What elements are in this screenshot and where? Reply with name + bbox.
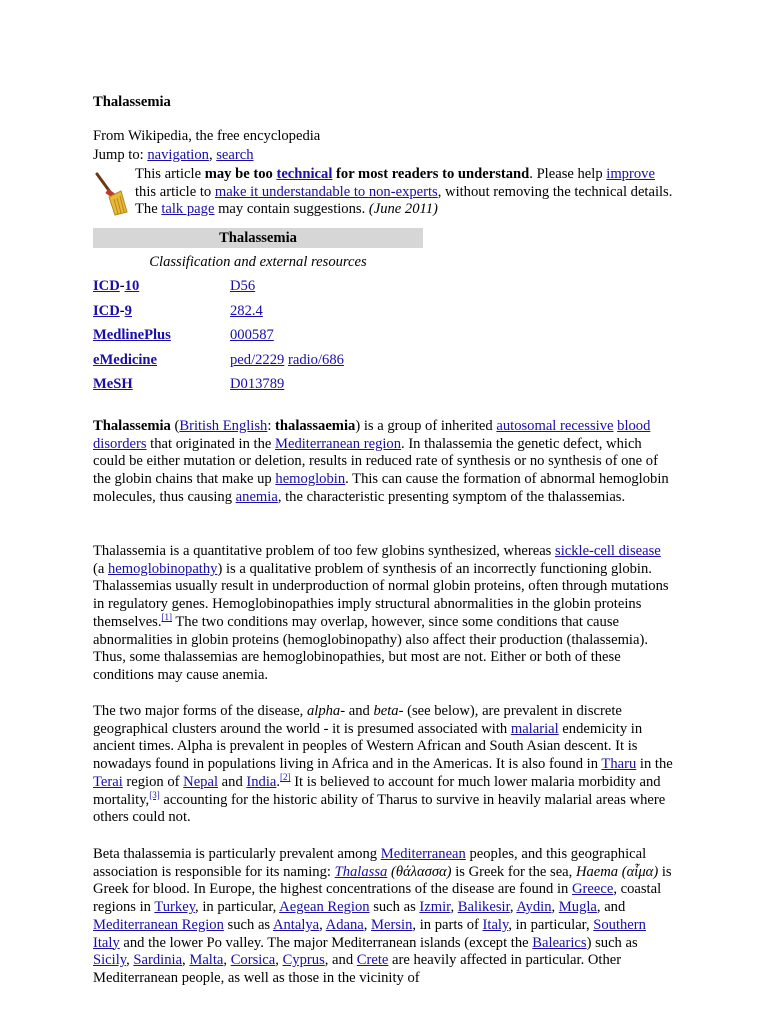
- aydin-link[interactable]: Aydin: [516, 899, 552, 916]
- izmir-link[interactable]: Izmir: [419, 899, 451, 916]
- paragraph-beta: Beta thalassemia is particularly prevalent among Mediterranean peoples, and this geographical association is responsible for its naming: Thalassa (θάλασσα) is Greek for the sea, Haema (αἷμα) is Greek for blood. In Europe, the highest concentrations of the disease are found in Greece, coastal regions in Turkey, in particular, Aegean Region such as Izmir, Balikesir, Aydin, Mugla, and Mediterranean Region such as Antalya, Adana, Mersin, in parts of Italy, in particular, Southern Italy and the lower Po valley. The major Mediterranean islands (except the Balearics) such as Sicily, Sardinia, Malta, Corsica, Cyprus, and Crete are heavily affected in particular. Other Mediterranean people, as well as those in the vicinity of: [93, 846, 672, 986]
- paragraph-quantitative: Thalassemia is a quantitative problem of too few globins synthesized, whereas sickle-cell disease (a hemoglobinopathy) is a qualitative problem of synthesis of an incorrectly functioning globin. Thalassemias usually result in underproduction of normal globin proteins, often through mutations in regulatory genes. Hemoglobinopathies imply structural abnormalities in the globin proteins themselves.[1] The two conditions may overlap, however, since some conditions that cause abnormalities in globin proteins (hemoglobinopathy) also affect their production (thalassemia). Thus, some thalassemias are hemoglobinopathies, but most are not. Either or both of these conditions may cause anemia.: [93, 543, 669, 683]
- notice-text: may contain suggestions.: [214, 201, 369, 218]
- icd-link[interactable]: ICD: [93, 278, 120, 294]
- sicily-link[interactable]: Sicily: [93, 952, 127, 969]
- notice-date: (June 2011): [368, 201, 438, 218]
- icd-link[interactable]: ICD: [93, 302, 120, 319]
- british-english-link[interactable]: British English: [179, 418, 268, 434]
- notice-text: this article to: [135, 183, 215, 200]
- jump-separator: ,: [208, 147, 217, 163]
- notice-text: This article: [135, 166, 205, 182]
- medlineplus-value: [230, 327, 274, 345]
- corsica-link[interactable]: Corsica: [230, 952, 276, 969]
- citation-3-link[interactable]: [3]: [149, 789, 160, 800]
- notice-text: , without removing the technical details. The: [135, 183, 673, 218]
- d56-link[interactable]: D56: [230, 278, 256, 294]
- hemoglobin-link[interactable]: hemoglobin: [275, 471, 346, 488]
- malta-link[interactable]: Malta: [189, 952, 224, 969]
- icd9-link[interactable]: 9: [124, 302, 132, 319]
- icd10-link[interactable]: 10: [124, 278, 140, 294]
- emedicine-value: [230, 352, 344, 370]
- from-line: From Wikipedia, the free encyclopedia: [93, 128, 321, 144]
- mediterranean-link[interactable]: Mediterranean: [380, 846, 466, 862]
- antalya-link[interactable]: Antalya: [272, 916, 320, 933]
- talk-page-link[interactable]: talk page: [161, 201, 215, 218]
- hemoglobinopathy-link[interactable]: hemoglobinopathy: [108, 560, 218, 577]
- blood-disorders-link[interactable]: blood disorders: [93, 418, 651, 452]
- citation-1-link[interactable]: [1]: [161, 611, 172, 622]
- infobox-row-icd10: [93, 274, 423, 299]
- emedicine-key: [93, 352, 157, 370]
- broom-icon: [91, 170, 129, 216]
- turkey-link[interactable]: Turkey: [154, 899, 196, 916]
- nepal-link[interactable]: Nepal: [183, 773, 219, 790]
- thalassa-link[interactable]: Thalassa: [334, 863, 388, 880]
- mesh-value: [230, 376, 284, 394]
- emedicine-ped-link[interactable]: ped/2229: [230, 351, 285, 368]
- paragraph-intro: Thalassemia (British English: thalassaemia) is a group of inherited autosomal recessive blood disorders that originated in the Mediterranean region. In thalassemia the genetic defect, which could be either mutation or deletion, results in reduced rate of synthesis or no synthesis of one of the globin chains that make up hemoglobin. This can cause the formation of abnormal hemoglobin molecules, thus causing anemia, the characteristic presenting symptom of the thalassemias.: [93, 418, 669, 505]
- page-title: Thalassemia: [93, 94, 171, 110]
- infobox-header: Thalassemia: [93, 228, 423, 248]
- tharu-link[interactable]: Tharu: [601, 756, 637, 773]
- emedicine-radio-link[interactable]: radio/686: [287, 351, 344, 368]
- infobox-row-icd9: [93, 299, 423, 324]
- medlineplus-code-link[interactable]: 000587: [230, 327, 274, 343]
- italy-link[interactable]: Italy: [482, 916, 509, 933]
- mesh-link[interactable]: MeSH: [93, 376, 133, 392]
- adana-link[interactable]: Adana: [325, 916, 364, 933]
- autosomal-recessive-link[interactable]: autosomal recessive: [496, 418, 614, 434]
- mersin-link[interactable]: Mersin: [371, 916, 413, 933]
- mediterranean-region-tr-link[interactable]: Mediterranean Region: [93, 916, 224, 933]
- sickle-cell-link[interactable]: sickle-cell disease: [555, 543, 661, 559]
- cyprus-link[interactable]: Cyprus: [282, 952, 325, 969]
- icd9-key: ICD-9: [93, 302, 132, 319]
- icd9-code-link[interactable]: 282.4: [230, 302, 263, 319]
- mesh-code-link[interactable]: D013789: [230, 376, 285, 392]
- greece-link[interactable]: Greece: [572, 881, 614, 898]
- search-link[interactable]: search: [216, 147, 254, 163]
- medlineplus-key: [93, 327, 171, 345]
- notice-text: . Please help: [529, 166, 607, 182]
- medlineplus-link[interactable]: MedlinePlus: [93, 327, 171, 343]
- mugla-link[interactable]: Mugla: [558, 899, 597, 916]
- mediterranean-region-link[interactable]: Mediterranean region: [275, 435, 402, 452]
- jump-to-links: [93, 147, 254, 165]
- mesh-key: [93, 376, 133, 394]
- citation-2-link[interactable]: [2]: [280, 771, 291, 782]
- infobox: [93, 228, 423, 397]
- sardinia-link[interactable]: Sardinia: [133, 952, 183, 969]
- infobox-row-mesh: [93, 372, 423, 397]
- paragraph-forms: The two major forms of the disease, alpha- and beta- (see below), are prevalent in discrete geographical clusters around the world - it is presumed associated with malarial endemicity in ancient times. Alpha is prevalent in peoples of Western African and South Asian descent. It is nowadays found in populations living in Africa and in the Americas. It is also found in Tharu in the Terai region of Nepal and India.[2] It is believed to account for much lower malaria morbidity and mortality,[3] accounting for the historic ability of Tharus to survive in heavily malarial areas where others could not.: [93, 703, 673, 826]
- balearics-link[interactable]: Balearics: [532, 934, 587, 951]
- anemia-link[interactable]: anemia: [235, 488, 278, 505]
- jump-prefix: Jump to:: [93, 147, 148, 163]
- icd10-key: ICD-10: [93, 278, 140, 294]
- aegean-region-link[interactable]: Aegean Region: [279, 899, 370, 916]
- icd9-value: [230, 303, 263, 321]
- infobox-row-emedicine: [93, 348, 423, 373]
- malarial-link[interactable]: malarial: [510, 720, 559, 737]
- india-link[interactable]: India: [246, 773, 277, 790]
- infobox-subheader: Classification and external resources: [149, 254, 367, 270]
- crete-link[interactable]: Crete: [356, 952, 389, 969]
- understandable-link[interactable]: make it understandable to non-experts: [214, 183, 438, 200]
- infobox-row-medlineplus: [93, 323, 423, 348]
- balikesir-link[interactable]: Balikesir: [457, 899, 510, 916]
- improve-link[interactable]: improve: [606, 166, 655, 182]
- notice-emphasis: may be too technical for most readers to understand: [204, 166, 530, 182]
- navigation-link[interactable]: navigation: [147, 147, 209, 163]
- icd10-value: [230, 278, 255, 296]
- technical-notice: [135, 166, 675, 219]
- terai-link[interactable]: Terai: [93, 773, 123, 790]
- southern-italy-link[interactable]: Southern Italy: [93, 916, 646, 951]
- emedicine-link[interactable]: eMedicine: [93, 351, 158, 368]
- technical-link[interactable]: technical: [276, 166, 333, 182]
